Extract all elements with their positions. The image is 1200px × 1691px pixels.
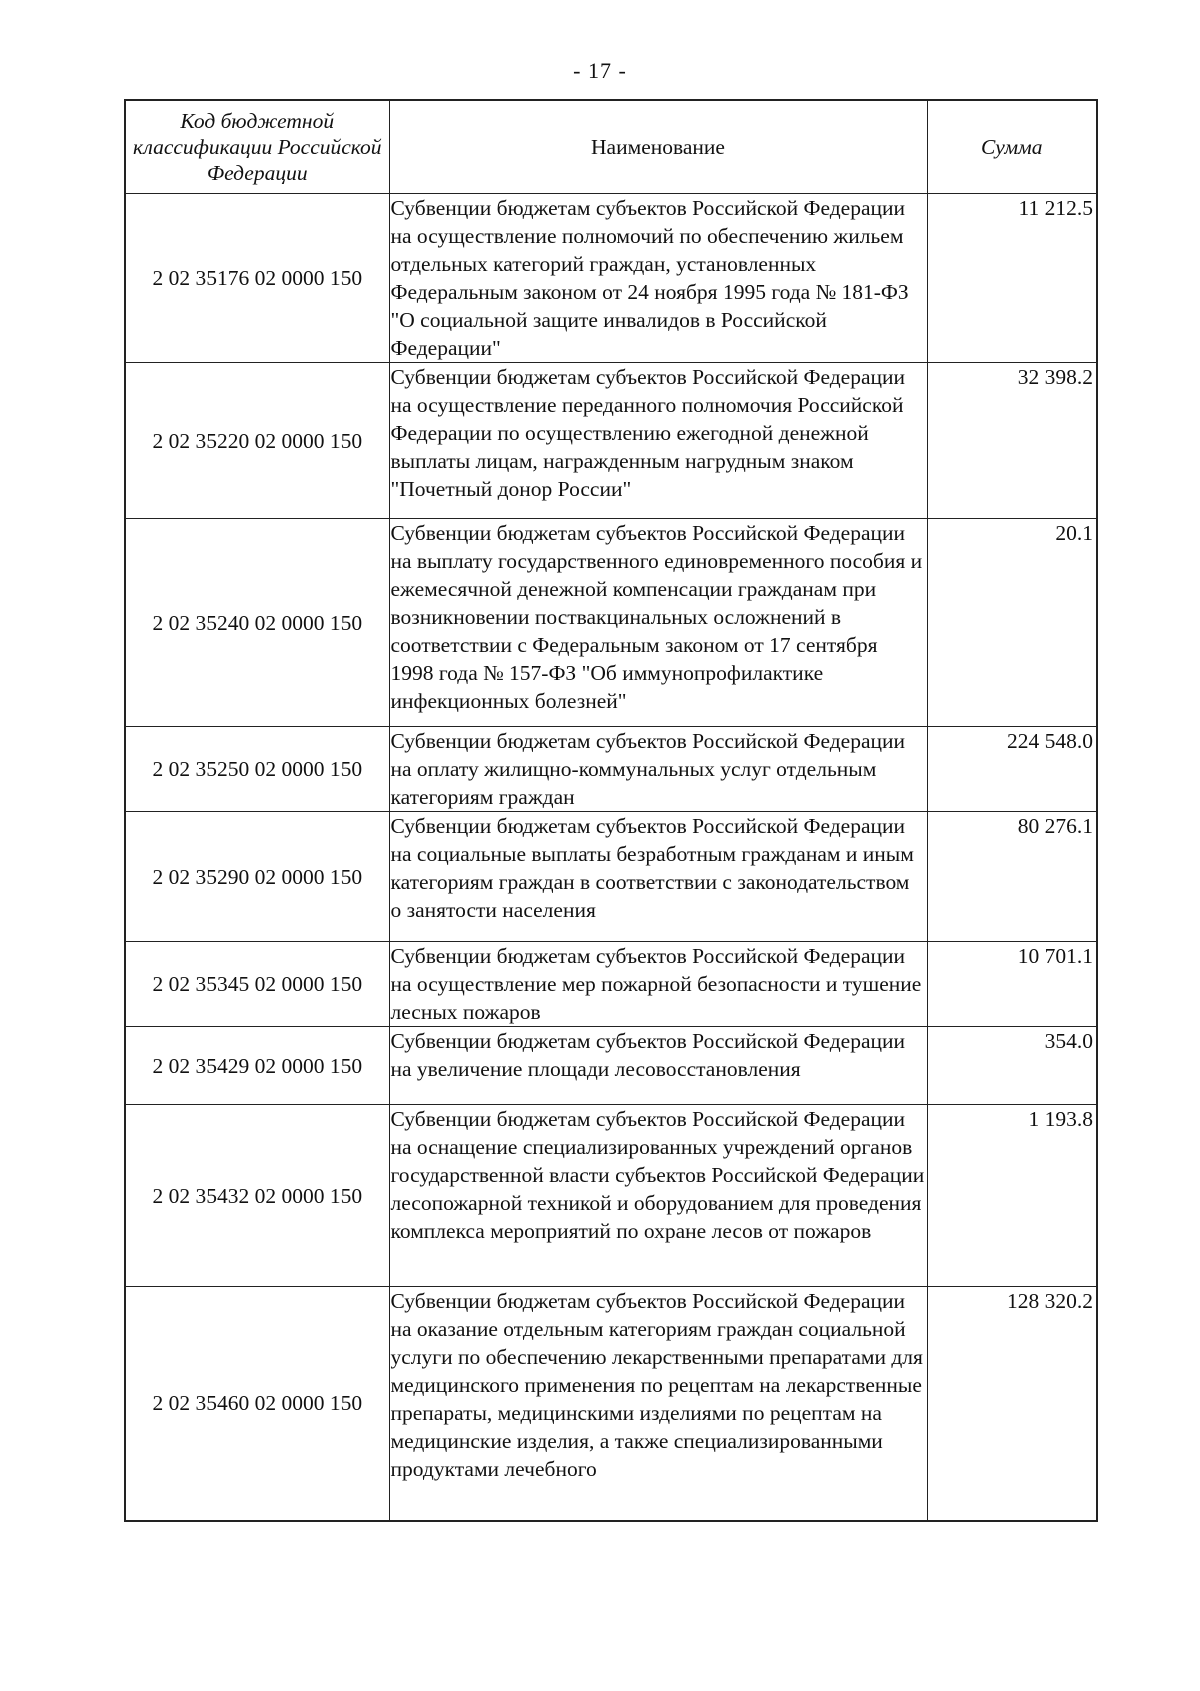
row-sum: 10 701.1 (927, 942, 1097, 1027)
header-sum: Сумма (927, 100, 1097, 194)
row-sum: 354.0 (927, 1027, 1097, 1105)
row-code: 2 02 35345 02 0000 150 (125, 942, 389, 1027)
row-sum: 11 212.5 (927, 194, 1097, 363)
row-name: Субвенции бюджетам субъектов Российской Федерации на осуществление полномочий по обеспечению жильем отдельных категорий граждан, установленных Федеральным законом от 24 ноября 1995 года № 181-ФЗ "О социальной защите инвалидов в Российской Федерации" (389, 194, 927, 363)
row-code: 2 02 35432 02 0000 150 (125, 1105, 389, 1287)
row-sum: 80 276.1 (927, 812, 1097, 942)
header-name: Наименование (389, 100, 927, 194)
table-row (125, 363, 1097, 519)
table-row (125, 1287, 1097, 1521)
header-code: Код бюджетной классификации Российской Федерации (125, 100, 389, 194)
row-code: 2 02 35429 02 0000 150 (125, 1027, 389, 1105)
row-sum: 224 548.0 (927, 727, 1097, 812)
row-sum: 32 398.2 (927, 363, 1097, 519)
page-number: - 17 - (573, 58, 627, 83)
table-row (125, 1105, 1097, 1287)
row-name: Субвенции бюджетам субъектов Российской Федерации на выплату государственного единовременного пособия и ежемесячной денежной компенсации гражданам при возникновении поствакцинальных осложнений в соответствии с Федеральным законом от 17 сентября 1998 года № 157-ФЗ "Об иммунопрофилактике инфекционных болезней" (389, 519, 927, 727)
row-name: Субвенции бюджетам субъектов Российской Федерации на оплату жилищно-коммунальных услуг отдельным категориям граждан (389, 727, 927, 812)
table-row (125, 942, 1097, 1027)
row-name: Субвенции бюджетам субъектов Российской Федерации на оснащение специализированных учреждений органов государственной власти субъектов Российской Федерации лесопожарной техникой и оборудованием для проведения комплекса мероприятий по охране лесов от пожаров (389, 1105, 927, 1287)
table-row (125, 1027, 1097, 1105)
row-code: 2 02 35220 02 0000 150 (125, 363, 389, 519)
table-row (125, 519, 1097, 727)
table-row (125, 194, 1097, 363)
row-sum: 1 193.8 (927, 1105, 1097, 1287)
row-code: 2 02 35176 02 0000 150 (125, 194, 389, 363)
row-name: Субвенции бюджетам субъектов Российской Федерации на социальные выплаты безработным гражданам и иным категориям граждан в соответствии с законодательством о занятости населения (389, 812, 927, 942)
table-header-row (125, 100, 1097, 194)
row-code: 2 02 35240 02 0000 150 (125, 519, 389, 727)
table-row (125, 812, 1097, 942)
row-name: Субвенции бюджетам субъектов Российской Федерации на увеличение площади лесовосстановления (389, 1027, 927, 1105)
row-sum: 128 320.2 (927, 1287, 1097, 1521)
row-code: 2 02 35460 02 0000 150 (125, 1287, 389, 1521)
table-row (125, 727, 1097, 812)
budget-table (124, 99, 1098, 1522)
row-code: 2 02 35250 02 0000 150 (125, 727, 389, 812)
row-name: Субвенции бюджетам субъектов Российской Федерации на осуществление переданного полномочия Российской Федерации по осуществлению ежегодной денежной выплаты лицам, награжденным нагрудным знаком "Почетный донор России" (389, 363, 927, 519)
row-sum: 20.1 (927, 519, 1097, 727)
row-name: Субвенции бюджетам субъектов Российской Федерации на осуществление мер пожарной безопасности и тушение лесных пожаров (389, 942, 927, 1027)
row-name: Субвенции бюджетам субъектов Российской Федерации на оказание отдельным категориям граждан социальной услуги по обеспечению лекарственными препаратами для медицинского применения по рецептам на лекарственные препараты, медицинскими изделиями по рецептам на медицинские изделия, а также специализированными продуктами лечебного (389, 1287, 927, 1521)
row-code: 2 02 35290 02 0000 150 (125, 812, 389, 942)
